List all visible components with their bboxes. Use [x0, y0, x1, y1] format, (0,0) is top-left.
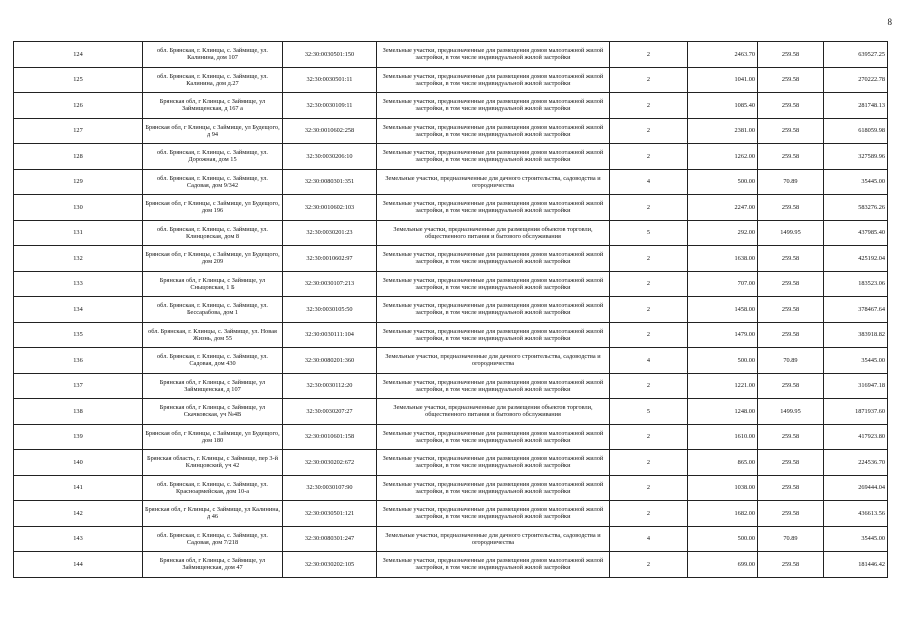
cadastral-value-cell: 35445.00 [824, 348, 888, 374]
area-cell: 2381.00 [688, 118, 758, 144]
table-row [14, 348, 888, 374]
area-cell: 1262.00 [688, 144, 758, 170]
group-cell: 5 [610, 220, 688, 246]
rate-cell: 259.58 [758, 144, 824, 170]
address-cell: обл. Брянская, г. Клинцы, с. Займище, ул. Красноармейская, дом 10-а [143, 475, 283, 501]
cadastral-value-cell: 327589.96 [824, 144, 888, 170]
table-row [14, 450, 888, 476]
table-row [14, 424, 888, 450]
table-row [14, 501, 888, 527]
area-cell: 1682.00 [688, 501, 758, 527]
area-cell: 1610.00 [688, 424, 758, 450]
group-cell: 2 [610, 42, 688, 68]
rate-cell: 259.58 [758, 67, 824, 93]
land-category-cell: Земельные участки, предназначенные для размещения домов малоэтажной жилой застройки, в том числе индивидуальной жилой застройки [377, 144, 610, 170]
cadastral-number-cell: 32:30:0030501:150 [283, 42, 377, 68]
land-category-cell: Земельные участки, предназначенные для размещения объектов торговли, общественного питания и бытового обслуживания [377, 399, 610, 425]
group-cell: 2 [610, 297, 688, 323]
cadastral-value-cell: 269444.04 [824, 475, 888, 501]
rate-cell: 70.89 [758, 348, 824, 374]
cadastral-value-cell: 270222.78 [824, 67, 888, 93]
row-number: 136 [14, 348, 143, 374]
rate-cell: 259.58 [758, 475, 824, 501]
rate-cell: 259.58 [758, 246, 824, 272]
cadastral-number-cell: 32:30:0030201:23 [283, 220, 377, 246]
row-number: 133 [14, 271, 143, 297]
cadastral-value-cell: 183523.06 [824, 271, 888, 297]
address-cell: Брянская обл, г Клинцы, с Займище, ул Калинина, д 46 [143, 501, 283, 527]
address-cell: Брянская обл, г Клинцы, с Займище, ул Займищенская, д 167 а [143, 93, 283, 119]
rate-cell: 259.58 [758, 552, 824, 578]
cadastral-number-cell: 32:30:0030107:90 [283, 475, 377, 501]
group-cell: 2 [610, 450, 688, 476]
group-cell: 2 [610, 475, 688, 501]
rate-cell: 259.58 [758, 118, 824, 144]
row-number: 132 [14, 246, 143, 272]
table-row [14, 373, 888, 399]
group-cell: 4 [610, 526, 688, 552]
land-category-cell: Земельные участки, предназначенные для дачного строительства, садоводства и огородничества [377, 348, 610, 374]
cadastral-number-cell: 32:30:0010601:158 [283, 424, 377, 450]
cadastral-number-cell: 32:30:0030501:11 [283, 67, 377, 93]
rate-cell: 259.58 [758, 424, 824, 450]
rate-cell: 70.89 [758, 169, 824, 195]
row-number: 125 [14, 67, 143, 93]
address-cell: обл. Брянская, г. Клинцы, с. Займище, ул. Калинина, дом д.27 [143, 67, 283, 93]
address-cell: Брянская обл, г Клинцы, с Займище, ул Займищенская, д 107 [143, 373, 283, 399]
cadastral-value-cell: 378467.64 [824, 297, 888, 323]
area-cell: 865.00 [688, 450, 758, 476]
cadastral-number-cell: 32:30:0030202:672 [283, 450, 377, 476]
table-row [14, 195, 888, 221]
row-number: 137 [14, 373, 143, 399]
row-number: 128 [14, 144, 143, 170]
area-cell: 2247.00 [688, 195, 758, 221]
address-cell: обл. Брянская, г. Клинцы, с. Займище, ул. Калинина, дом 107 [143, 42, 283, 68]
area-cell: 292.00 [688, 220, 758, 246]
land-category-cell: Земельные участки, предназначенные для размещения домов малоэтажной жилой застройки, в том числе индивидуальной жилой застройки [377, 67, 610, 93]
table-row [14, 144, 888, 170]
row-number: 140 [14, 450, 143, 476]
rate-cell: 259.58 [758, 195, 824, 221]
address-cell: обл. Брянская, г. Клинцы, с. Займище, ул. Дорожная, дом 15 [143, 144, 283, 170]
cadastral-value-cell: 436613.56 [824, 501, 888, 527]
row-number: 139 [14, 424, 143, 450]
rate-cell: 259.58 [758, 271, 824, 297]
row-number: 124 [14, 42, 143, 68]
address-cell: Брянская обл, г Клинцы, с Займище, ул Сныцовская, 1 Б [143, 271, 283, 297]
group-cell: 4 [610, 169, 688, 195]
area-cell: 707.00 [688, 271, 758, 297]
cadastral-number-cell: 32:30:0030501:121 [283, 501, 377, 527]
cadastral-value-cell: 383918.82 [824, 322, 888, 348]
area-cell: 500.00 [688, 169, 758, 195]
table-body [14, 42, 888, 578]
address-cell: Брянская обл, г Клинцы, с Займище, ул Займищенская, дом 47 [143, 552, 283, 578]
group-cell: 2 [610, 246, 688, 272]
cadastral-value-cell: 181446.42 [824, 552, 888, 578]
cadastral-value-cell: 35445.00 [824, 169, 888, 195]
cadastral-number-cell: 32:30:0030107:213 [283, 271, 377, 297]
address-cell: Брянская обл, г Клинцы, с Займище, ул Будещого, дом 209 [143, 246, 283, 272]
land-category-cell: Земельные участки, предназначенные для размещения домов малоэтажной жилой застройки, в том числе индивидуальной жилой застройки [377, 424, 610, 450]
land-category-cell: Земельные участки, предназначенные для размещения домов малоэтажной жилой застройки, в том числе индивидуальной жилой застройки [377, 297, 610, 323]
row-number: 126 [14, 93, 143, 119]
address-cell: обл. Брянская, г. Клинцы, с. Займище, ул. Бессарабова, дом 1 [143, 297, 283, 323]
table-row [14, 93, 888, 119]
cadastral-value-cell: 1871937.60 [824, 399, 888, 425]
row-number: 135 [14, 322, 143, 348]
row-number: 130 [14, 195, 143, 221]
land-category-cell: Земельные участки, предназначенные для размещения домов малоэтажной жилой застройки, в том числе индивидуальной жилой застройки [377, 450, 610, 476]
address-cell: обл. Брянская, г. Клинцы, с. Займище, ул. Садовая, дом 9/342 [143, 169, 283, 195]
cadastral-number-cell: 32:30:0010602:103 [283, 195, 377, 221]
table-row [14, 552, 888, 578]
table-row [14, 67, 888, 93]
group-cell: 2 [610, 373, 688, 399]
address-cell: Брянская обл, г Клинцы, с Займище, ул Скачковская, уч №4В [143, 399, 283, 425]
group-cell: 2 [610, 424, 688, 450]
row-number: 144 [14, 552, 143, 578]
land-category-cell: Земельные участки, предназначенные для размещения домов малоэтажной жилой застройки, в том числе индивидуальной жилой застройки [377, 475, 610, 501]
cadastral-number-cell: 32:30:0010602:97 [283, 246, 377, 272]
table-row [14, 297, 888, 323]
land-category-cell: Земельные участки, предназначенные для размещения домов малоэтажной жилой застройки, в том числе индивидуальной жилой застройки [377, 322, 610, 348]
group-cell: 2 [610, 271, 688, 297]
area-cell: 1221.00 [688, 373, 758, 399]
area-cell: 2463.70 [688, 42, 758, 68]
group-cell: 2 [610, 93, 688, 119]
cadastral-value-cell: 583276.26 [824, 195, 888, 221]
rate-cell: 259.58 [758, 501, 824, 527]
rate-cell: 259.58 [758, 93, 824, 119]
table-row [14, 246, 888, 272]
cadastral-number-cell: 32:30:0010602:258 [283, 118, 377, 144]
cadastral-number-cell: 32:30:0080301:351 [283, 169, 377, 195]
group-cell: 2 [610, 322, 688, 348]
group-cell: 2 [610, 118, 688, 144]
land-category-cell: Земельные участки, предназначенные для размещения домов малоэтажной жилой застройки, в том числе индивидуальной жилой застройки [377, 271, 610, 297]
rate-cell: 1499.95 [758, 220, 824, 246]
cadastral-value-cell: 35445.00 [824, 526, 888, 552]
area-cell: 1041.00 [688, 67, 758, 93]
land-category-cell: Земельные участки, предназначенные для размещения домов малоэтажной жилой застройки, в том числе индивидуальной жилой застройки [377, 501, 610, 527]
area-cell: 500.00 [688, 526, 758, 552]
row-number: 131 [14, 220, 143, 246]
group-cell: 2 [610, 67, 688, 93]
address-cell: обл. Брянская, г. Клинцы, с. Займище, ул. Новая Жизнь, дом 55 [143, 322, 283, 348]
area-cell: 1085.40 [688, 93, 758, 119]
cadastral-value-cell: 618059.98 [824, 118, 888, 144]
land-category-cell: Земельные участки, предназначенные для размещения домов малоэтажной жилой застройки, в том числе индивидуальной жилой застройки [377, 552, 610, 578]
rate-cell: 259.58 [758, 373, 824, 399]
address-cell: Брянская обл, г Клинцы, с Займище, ул Будещого, д 94 [143, 118, 283, 144]
rate-cell: 1499.95 [758, 399, 824, 425]
cadastral-number-cell: 32:30:0030206:10 [283, 144, 377, 170]
cadastral-number-cell: 32:30:0080301:247 [283, 526, 377, 552]
rate-cell: 259.58 [758, 450, 824, 476]
cadastral-value-cell: 224536.70 [824, 450, 888, 476]
cadastral-number-cell: 32:30:0030207:27 [283, 399, 377, 425]
group-cell: 4 [610, 348, 688, 374]
cadastral-value-cell: 281748.13 [824, 93, 888, 119]
table-row [14, 475, 888, 501]
cadastral-number-cell: 32:30:0030105:50 [283, 297, 377, 323]
table-row [14, 526, 888, 552]
land-category-cell: Земельные участки, предназначенные для размещения домов малоэтажной жилой застройки, в том числе индивидуальной жилой застройки [377, 195, 610, 221]
land-registry-table [13, 41, 888, 578]
land-category-cell: Земельные участки, предназначенные для размещения домов малоэтажной жилой застройки, в том числе индивидуальной жилой застройки [377, 42, 610, 68]
group-cell: 2 [610, 501, 688, 527]
cadastral-value-cell: 425192.04 [824, 246, 888, 272]
land-category-cell: Земельные участки, предназначенные для размещения домов малоэтажной жилой застройки, в том числе индивидуальной жилой застройки [377, 246, 610, 272]
row-number: 129 [14, 169, 143, 195]
rate-cell: 259.58 [758, 42, 824, 68]
area-cell: 1248.00 [688, 399, 758, 425]
row-number: 138 [14, 399, 143, 425]
address-cell: обл. Брянская, г. Клинцы, с. Займище, ул. Садовая, дом 7/218 [143, 526, 283, 552]
rate-cell: 259.58 [758, 297, 824, 323]
cadastral-number-cell: 32:30:0030202:105 [283, 552, 377, 578]
table-row [14, 42, 888, 68]
area-cell: 699.00 [688, 552, 758, 578]
row-number: 141 [14, 475, 143, 501]
cadastral-value-cell: 417923.80 [824, 424, 888, 450]
land-category-cell: Земельные участки, предназначенные для дачного строительства, садоводства и огородничества [377, 169, 610, 195]
area-cell: 1479.00 [688, 322, 758, 348]
area-cell: 1458.00 [688, 297, 758, 323]
address-cell: Брянская обл, г Клинцы, с Займище, ул Будещого, дом 196 [143, 195, 283, 221]
land-category-cell: Земельные участки, предназначенные для дачного строительства, садоводства и огородничества [377, 526, 610, 552]
table-row [14, 220, 888, 246]
row-number: 142 [14, 501, 143, 527]
table-row [14, 322, 888, 348]
land-category-cell: Земельные участки, предназначенные для размещения домов малоэтажной жилой застройки, в том числе индивидуальной жилой застройки [377, 93, 610, 119]
cadastral-number-cell: 32:30:0030111:104 [283, 322, 377, 348]
group-cell: 5 [610, 399, 688, 425]
table-row [14, 118, 888, 144]
row-number: 143 [14, 526, 143, 552]
page-number: 8 [887, 17, 892, 27]
group-cell: 2 [610, 195, 688, 221]
address-cell: Брянская область, г. Клинцы, с Займище, пер 3-й Клинцовский, уч 42 [143, 450, 283, 476]
cadastral-number-cell: 32:30:0030109:11 [283, 93, 377, 119]
address-cell: Брянская обл, г Клинцы, с Займище, ул Будещого, дом 180 [143, 424, 283, 450]
row-number: 127 [14, 118, 143, 144]
address-cell: обл. Брянская, г. Клинцы, с. Займище, ул. Клинцовская, дом 8 [143, 220, 283, 246]
table-row [14, 399, 888, 425]
cadastral-number-cell: 32:30:0030112:20 [283, 373, 377, 399]
cadastral-value-cell: 437985.40 [824, 220, 888, 246]
address-cell: обл. Брянская, г. Клинцы, с. Займище, ул. Садовая, дом 430 [143, 348, 283, 374]
cadastral-number-cell: 32:30:0080201:360 [283, 348, 377, 374]
area-cell: 1638.00 [688, 246, 758, 272]
group-cell: 2 [610, 144, 688, 170]
area-cell: 500.00 [688, 348, 758, 374]
area-cell: 1038.00 [688, 475, 758, 501]
land-category-cell: Земельные участки, предназначенные для размещения объектов торговли, общественного питания и бытового обслуживания [377, 220, 610, 246]
rate-cell: 259.58 [758, 322, 824, 348]
cadastral-value-cell: 639527.25 [824, 42, 888, 68]
table-row [14, 169, 888, 195]
land-category-cell: Земельные участки, предназначенные для размещения домов малоэтажной жилой застройки, в том числе индивидуальной жилой застройки [377, 118, 610, 144]
cadastral-value-cell: 316947.18 [824, 373, 888, 399]
land-category-cell: Земельные участки, предназначенные для размещения домов малоэтажной жилой застройки, в том числе индивидуальной жилой застройки [377, 373, 610, 399]
table-row [14, 271, 888, 297]
group-cell: 2 [610, 552, 688, 578]
row-number: 134 [14, 297, 143, 323]
rate-cell: 70.89 [758, 526, 824, 552]
